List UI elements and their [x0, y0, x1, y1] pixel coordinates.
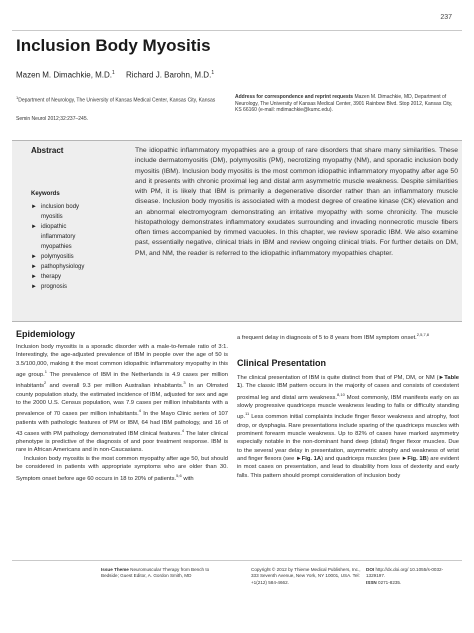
- keyword-item: [31, 242, 131, 252]
- paragraph: [16, 343, 228, 455]
- keyword-text: idiopathic: [41, 224, 67, 230]
- text-run: a frequent delay in diagnosis of 5 to 8 years from IBM symptom onset.: [237, 334, 417, 341]
- text-run: with: [181, 475, 194, 482]
- bullet-arrow-icon: ►: [31, 204, 37, 210]
- page-number: 237: [440, 14, 452, 21]
- section-heading-epidemiology: Epidemiology: [16, 329, 76, 339]
- footer-text: http://dx.doi.org/ 10.1055/s-0032-1329197.: [366, 567, 444, 579]
- paragraph: [16, 455, 228, 483]
- keyword-text: pathophysiology: [41, 264, 85, 270]
- footer-label: Issue Theme: [101, 567, 129, 572]
- footer-identifiers: [366, 567, 461, 586]
- author-name: Mazen M. Dimachkie, M.D.: [16, 70, 113, 80]
- text-run: In an Olmsted county population study, the estimated incidence of IBM, adjusted for sex and age to the 2000 U.S. Census population, was 7.9 cases per million inhabitants with a prevalence of 70 cases per million inhabitants.: [16, 383, 228, 418]
- text-run: ) and quadriceps muscles (see: [321, 455, 402, 462]
- paragraph: [237, 374, 459, 480]
- footer-text: 0271-8235.: [376, 579, 402, 585]
- text-run: Most commonly, IBM manifests early on as slowly progressive quadriceps muscle weakness leading to falls or difficulty standing up.: [237, 394, 459, 421]
- abstract-heading: Abstract: [31, 146, 64, 155]
- reference-marker: 11: [245, 411, 250, 417]
- keywords-heading: Keywords: [31, 191, 60, 197]
- abstract-top-rule: [12, 140, 462, 141]
- affiliation-marker: 1: [112, 70, 115, 76]
- figure-reference-link[interactable]: ►Fig. 1A: [296, 455, 322, 462]
- column-left: [16, 343, 228, 483]
- text-run: The clinical presentation of IBM is quite distinct from that of PM, DM, or NM (: [237, 375, 439, 381]
- bullet-arrow-icon: ►: [31, 224, 37, 230]
- keyword-item: [31, 232, 131, 242]
- correspondence-text: Mazen M. Dimachkie, MD, Department of Neurology, The University of Kansas Medical Center, 3901 Rainbow Blvd. Stop 2012, Kansas City, KS 66160 (e-mail: mdimachkie@kumc.edu).: [235, 94, 453, 113]
- bullet-arrow-icon: ►: [31, 284, 37, 290]
- text-run: In the Mayo Clinic series of 107 patients with pathologic features of PM or IBM, 64 had IBM pathology, and 16 of 43 cases with PM pathology demonstrated IBM clinical features.: [16, 411, 229, 437]
- footer-rule: [12, 560, 462, 561]
- keyword-text: polymyositis: [41, 254, 74, 260]
- keyword-item: [31, 212, 131, 222]
- text-run: Inclusion body myositis is a sporadic disorder with a male-to-female ratio of 3:1. Interestingly, the age-adjusted prevalence of IBM in people over the age of 50 is 3.5/100,000, making it the most common idiopathic inflammatory myopathy in this age group.: [16, 344, 228, 378]
- keyword-text: myositis: [41, 214, 63, 220]
- reference-marker: 4: [181, 427, 185, 433]
- affiliation-marker: 1: [16, 95, 19, 100]
- affiliation-text: Department of Neurology, The University of Kansas Medical Center, Kansas City, Kansas: [18, 97, 216, 104]
- header-rule: [12, 30, 462, 31]
- keyword-text: inclusion body: [41, 204, 80, 210]
- abstract-text: The idiopathic inflammatory myopathies are a group of rare disorders that share many similarities. These include dermatomyositis (DM), polymyositis (PM), necrotizing myopathy (NM), and sporadic inclusion body myositis (IBM). Inclusion body myositis is the most common idiopathic inflammatory myopathy after age 50 and it presents with chronic proximal leg and distal arm asymmetric muscle weakness. Despite similarities with PM, it is likely that IBM is primarily a degenerative disorder rather than an inflammatory muscle disease. Inclusion body myositis is associated with a modest degree of creatine kinase (CK) elevation and an abnormal electromyogram demonstrating an irritative myopathy with some chronicity. The muscle histopathology demonstrates inflammatory exudates surrounding and invading nonnecrotic muscle fibers often times accompanied by rimmed vacuoles. In this chapter, we review sporadic IBM. We also examine past, essentially negative, clinical trials in IBM and review ongoing clinical trials. For further details on DM, PM, and NM, the reader is referred to the idiopathic inflammatory myopathies chapter.: [135, 147, 458, 257]
- author-line: [16, 70, 214, 80]
- bullet-arrow-icon: ►: [31, 264, 37, 270]
- correspondence-label: Address for correspondence and reprint requests: [235, 94, 354, 100]
- text-run: The later clinical phenotype is predictive of the diagnosis of and poor treatment response. IBM is rare in African Americans and in non-Caucasians.: [16, 430, 229, 454]
- keyword-item: [31, 272, 131, 282]
- text-run: The prevalence of IBM in the Netherlands is 4.9 cases per million inhabitants: [16, 371, 228, 390]
- keyword-text: inflammatory: [41, 234, 76, 240]
- footer-issue-theme: [101, 567, 219, 580]
- citation: Semin Neurol 2012;32:237–245.: [16, 116, 88, 122]
- keyword-item: [31, 202, 131, 212]
- footer-text: Neuromuscular Therapy from Bench to Bedside; Guest Editor, A. Gordon Smith, MD: [101, 567, 210, 579]
- reference-marker: 1: [44, 369, 47, 375]
- column-right: [237, 374, 459, 480]
- affiliation-marker: 1: [211, 70, 215, 76]
- reference-marker: 3: [183, 380, 186, 386]
- bullet-arrow-icon: ►: [31, 274, 37, 280]
- figure-reference-link[interactable]: ►Fig. 1B: [401, 455, 427, 462]
- table-reference-link[interactable]: ►Table 1: [237, 375, 459, 390]
- keyword-item: [31, 252, 131, 262]
- reference-marker: 8,10: [337, 391, 345, 397]
- keyword-text: myopathies: [41, 244, 72, 250]
- keyword-text: prognosis: [41, 284, 68, 290]
- reference-marker: 2,5,7,8: [416, 332, 430, 337]
- paragraph: [237, 331, 459, 342]
- correspondence: [235, 94, 457, 114]
- keyword-item: [31, 222, 131, 232]
- section-heading-clinical-presentation: Clinical Presentation: [237, 358, 327, 368]
- footer-label: DOI: [366, 567, 375, 572]
- text-run: and overall 9.3 per million Australian inhabitants.: [46, 383, 184, 390]
- author-name: Richard J. Barohn, M.D.: [125, 70, 212, 80]
- affiliation: [16, 94, 228, 105]
- footer-copyright: Copyright © 2012 by Thieme Medical Publishers, Inc., 333 Seventh Avenue, New York, NY 10001, USA. Tel: +1(212) 584-4662.: [251, 567, 361, 585]
- keywords-list: [31, 202, 131, 292]
- reference-marker: 4: [138, 408, 142, 414]
- keyword-text: therapy: [41, 274, 62, 280]
- text-run: Less common initial complaints include finger flexor weakness and atrophy, foot drop, or dysphagia. Rare presentations include sparing of the quadriceps muscles with prominent forearm muscle weakness. Up to 82% of cases have marked asymmetry especially notable in the non-dominant hand deep (distal) finger flexor muscles. Due to the several year delay in presentation, asymmetric atrophy and weakness of wrist and finger flexors (see: [237, 414, 459, 462]
- reference-marker: 5,6: [176, 472, 182, 478]
- article-title: Inclusion Body Myositis: [16, 36, 211, 55]
- keyword-item: [31, 282, 131, 292]
- text-run: Inclusion body myositis is the most common myopathy after age 50, but should be considered in patients with appropriate symptoms who are older than 30. Symptom onset before age 60 occurs in 18 to 20% of patients.: [16, 455, 228, 482]
- keyword-item: [31, 262, 131, 272]
- footer-label: ISSN: [366, 579, 377, 585]
- reference-marker: 2: [44, 380, 47, 386]
- text-run: ) are evident in most cases on presentation, and lead to disability from loss of dexterity and early falls. This pattern should prompt consideration of inclusion body: [237, 455, 459, 479]
- bullet-arrow-icon: ►: [31, 254, 37, 260]
- text-run: ). The classic IBM pattern occurs in the majority of cases and consists of coexistent proximal leg and distal arm weakness.: [237, 383, 459, 401]
- column-right-intro: [237, 331, 459, 342]
- abstract-bottom-rule: [12, 321, 462, 322]
